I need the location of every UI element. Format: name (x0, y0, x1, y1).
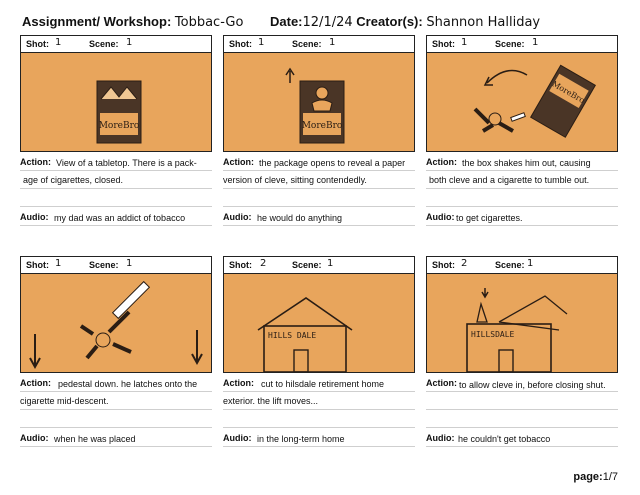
date-label: Date: (270, 14, 303, 29)
page-label: page: (573, 471, 603, 483)
assignment-value: Tobbac-Go (174, 15, 244, 30)
arrow-up-icon (286, 69, 294, 83)
action-label: Action: (20, 157, 51, 167)
scene-label: Scene: (495, 39, 525, 49)
action-line-2: version of cleve, sitting contendedly. (223, 175, 367, 185)
shot-value: 1 (461, 37, 468, 48)
date-heading (270, 14, 540, 30)
storyboard-frame (426, 273, 618, 373)
scene-value: 1 (126, 258, 133, 269)
storyboard-frame (223, 273, 415, 373)
action-label: Action: (223, 378, 254, 388)
hillsdale-lift-drawing (427, 274, 618, 372)
assignment-label: Assignment/ Workshop: (22, 14, 172, 29)
shot-label: Shot: (229, 260, 252, 270)
storyboard-frame (20, 52, 212, 152)
storyboard-panel-6 (426, 256, 618, 444)
audio-label: Audio: (20, 212, 49, 222)
action-label: Action: (426, 378, 457, 388)
action-line-1: View of a tabletop. There is a pack- (56, 158, 197, 168)
scene-label: Scene: (495, 260, 525, 270)
tumbling-drawing (427, 53, 618, 151)
creator-value: Shannon Halliday (426, 15, 541, 30)
action-label: Action: (223, 157, 254, 167)
audio-text: he couldn't get tobacco (458, 434, 551, 444)
audio-text: to get cigarettes. (456, 213, 523, 223)
shot-label: Shot: (432, 260, 455, 270)
action-line-2: exterior. the lift moves... (223, 396, 319, 406)
storyboard-panel-1 (20, 35, 212, 223)
shot-label: Shot: (229, 39, 252, 49)
scene-value: 1 (527, 258, 534, 269)
action-label: Action: (426, 157, 457, 167)
building-sign: HILLSDALE (471, 330, 515, 339)
cigarette-pack-drawing (21, 53, 212, 151)
action-line-2: age of cigarettes, closed. (23, 175, 124, 185)
shot-value: 1 (55, 258, 62, 269)
action-line-1: the package opens to reveal a paper (259, 158, 406, 168)
action-line-2: cigarette mid-descent. (20, 396, 109, 406)
shot-value: 2 (461, 258, 468, 269)
shot-bar (426, 35, 618, 52)
audio-text: in the long-term home (257, 434, 345, 444)
shot-bar (20, 256, 212, 273)
action-label: Action: (20, 378, 51, 388)
building-sign: HILLS DALE (268, 331, 317, 340)
action-line-1: to allow cleve in, before closing shut. (459, 380, 606, 390)
shot-value: 1 (55, 37, 62, 48)
action-line-1: cut to hilsdale retirement home (261, 379, 385, 389)
storyboard-panel-3 (426, 35, 618, 223)
scene-label: Scene: (292, 39, 322, 49)
shot-bar (223, 35, 415, 52)
scene-value: 1 (329, 37, 336, 48)
pack-label: MoreBro (550, 79, 587, 106)
storyboard-panel-4 (20, 256, 212, 444)
assignment-heading (22, 14, 243, 30)
audio-text: when he was placed (54, 434, 136, 444)
scene-label: Scene: (292, 260, 322, 270)
storyboard-panel-2 (223, 35, 415, 223)
falling-cleve-drawing (21, 274, 212, 372)
shot-value: 1 (258, 37, 265, 48)
arrow-down-icon (192, 330, 202, 363)
action-line-2: both cleve and a cigarette to tumble out. (429, 175, 590, 185)
scene-value: 1 (126, 37, 133, 48)
audio-text: he would do anything (257, 213, 343, 223)
action-line-1: pedestal down. he latches onto the (58, 379, 198, 389)
shot-label: Shot: (26, 39, 49, 49)
date-value: 12/1/24 (302, 15, 353, 30)
shot-value: 2 (260, 258, 267, 269)
storyboard-frame (223, 52, 415, 152)
shot-label: Shot: (26, 260, 49, 270)
audio-label: Audio: (426, 433, 455, 443)
pack-label: MoreBro (301, 121, 343, 131)
audio-label: Audio: (223, 433, 252, 443)
scene-label: Scene: (89, 39, 119, 49)
scene-value: 1 (327, 258, 334, 269)
open-pack-drawing (224, 53, 415, 151)
storyboard-panel-5 (223, 256, 415, 444)
action-line-1: the box shakes him out, causing (462, 158, 591, 168)
page-value: 1/7 (602, 471, 618, 483)
audio-label: Audio: (20, 433, 49, 443)
arrow-down-icon (482, 288, 488, 297)
shot-label: Shot: (432, 39, 455, 49)
scene-label: Scene: (89, 260, 119, 270)
scene-value: 1 (532, 37, 539, 48)
storyboard-frame (20, 273, 212, 373)
pack-label: MoreBro (98, 121, 140, 131)
arrow-down-icon (30, 334, 40, 367)
shot-bar (426, 256, 618, 273)
creator-label: Creator(s): (356, 14, 423, 29)
page-number (573, 471, 618, 483)
hillsdale-exterior-drawing (224, 274, 415, 372)
audio-label: Audio: (223, 212, 252, 222)
shot-bar (223, 256, 415, 273)
audio-text: my dad was an addict of tobacco (54, 213, 186, 223)
shot-bar (20, 35, 212, 52)
audio-label: Audio: (426, 212, 455, 222)
storyboard-frame (426, 52, 618, 152)
